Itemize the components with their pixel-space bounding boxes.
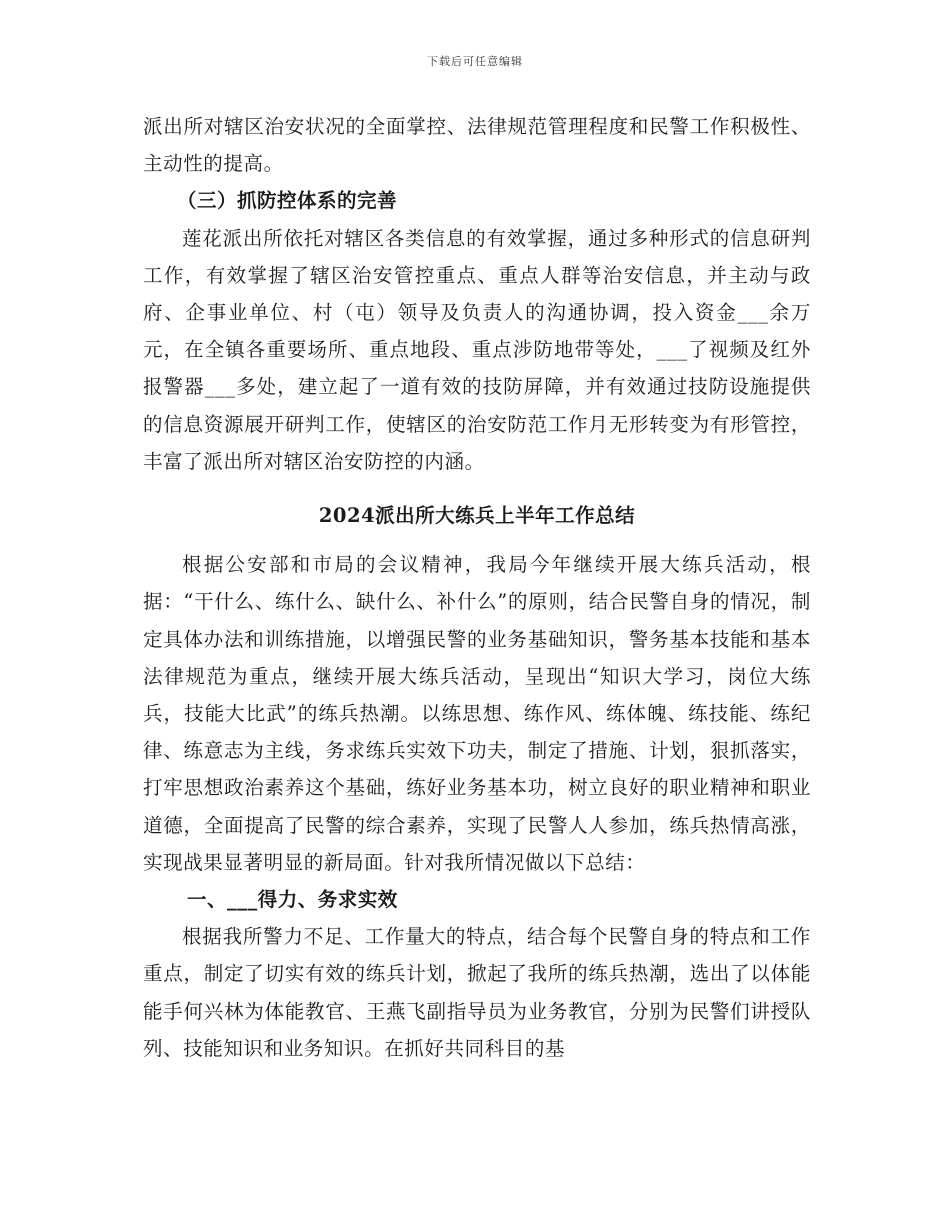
paragraph-prevention-system: 莲花派出所依托对辖区各类信息的有效掌握，通过多种形式的信息研判工作，有效掌握了辖区治安管控重点、重点人群等治安信息，并主动与政府、企事业单位、村（屯）领导及负责人的沟通协调，投入资金___余万元，在全镇各重要场所、重点地段、重点涉防地带等处，___了视频及红外报警器___多处，建立起了一道有效的技防屏障，并有效通过技防设施提供的信息资源展开研判工作，使辖区的治安防范工作月无形转变为有形管控，丰富了派出所对辖区治安防控的内涵。 <box>143 226 811 473</box>
paragraph-intro: 根据公安部和市局的会议精神，我局今年继续开展大练兵活动，根据：“干什么、练什么、缺什么、补什么”的原则，结合民警自身的情况，制定具体办法和训练措施，以增强民警的业务基础知识，警务基本技能和基本法律规范为重点，继续开展大练兵活动，呈现出“知识大学习，岗位大练兵，技能大比武”的练兵热潮。以练思想、练作风、练体魄、练技能、练纪律、练意志为主线，务求练兵实效下功夫，制定了措施、计划，狠抓落实，打牢思想政治素养这个基础，练好业务基本功，树立良好的职业精神和职业道德，全面提高了民警的综合素养，实现了民警人人参加，练兵热情高涨，实现战果显著明显的新局面。针对我所情况做以下总结： <box>143 553 811 874</box>
document-title: 2024派出所大练兵上半年工作总结 <box>318 504 636 528</box>
document-body <box>143 108 811 1067</box>
paragraph-training-plan: 根据我所警力不足、工作量大的特点，结合每个民警自身的特点和工作重点，制定了切实有效的练兵计划，掀起了我所的练兵热潮，选出了以体能能手何兴林为体能教官、王燕飞副指导员为业务教官，分别为民警们讲授队列、技能知识和业务知识。在抓好共同科目的基 <box>143 925 811 1060</box>
section-heading-one: 一、___得力、务求实效 <box>187 888 398 912</box>
paragraph-continuation: 派出所对辖区治安状况的全面掌控、法律规范管理程度和民警工作积极性、主动性的提高。 <box>143 115 811 176</box>
section-heading-three: （三）抓防控体系的完善 <box>177 189 398 213</box>
header-note: 下载后可任意编辑 <box>427 55 523 68</box>
